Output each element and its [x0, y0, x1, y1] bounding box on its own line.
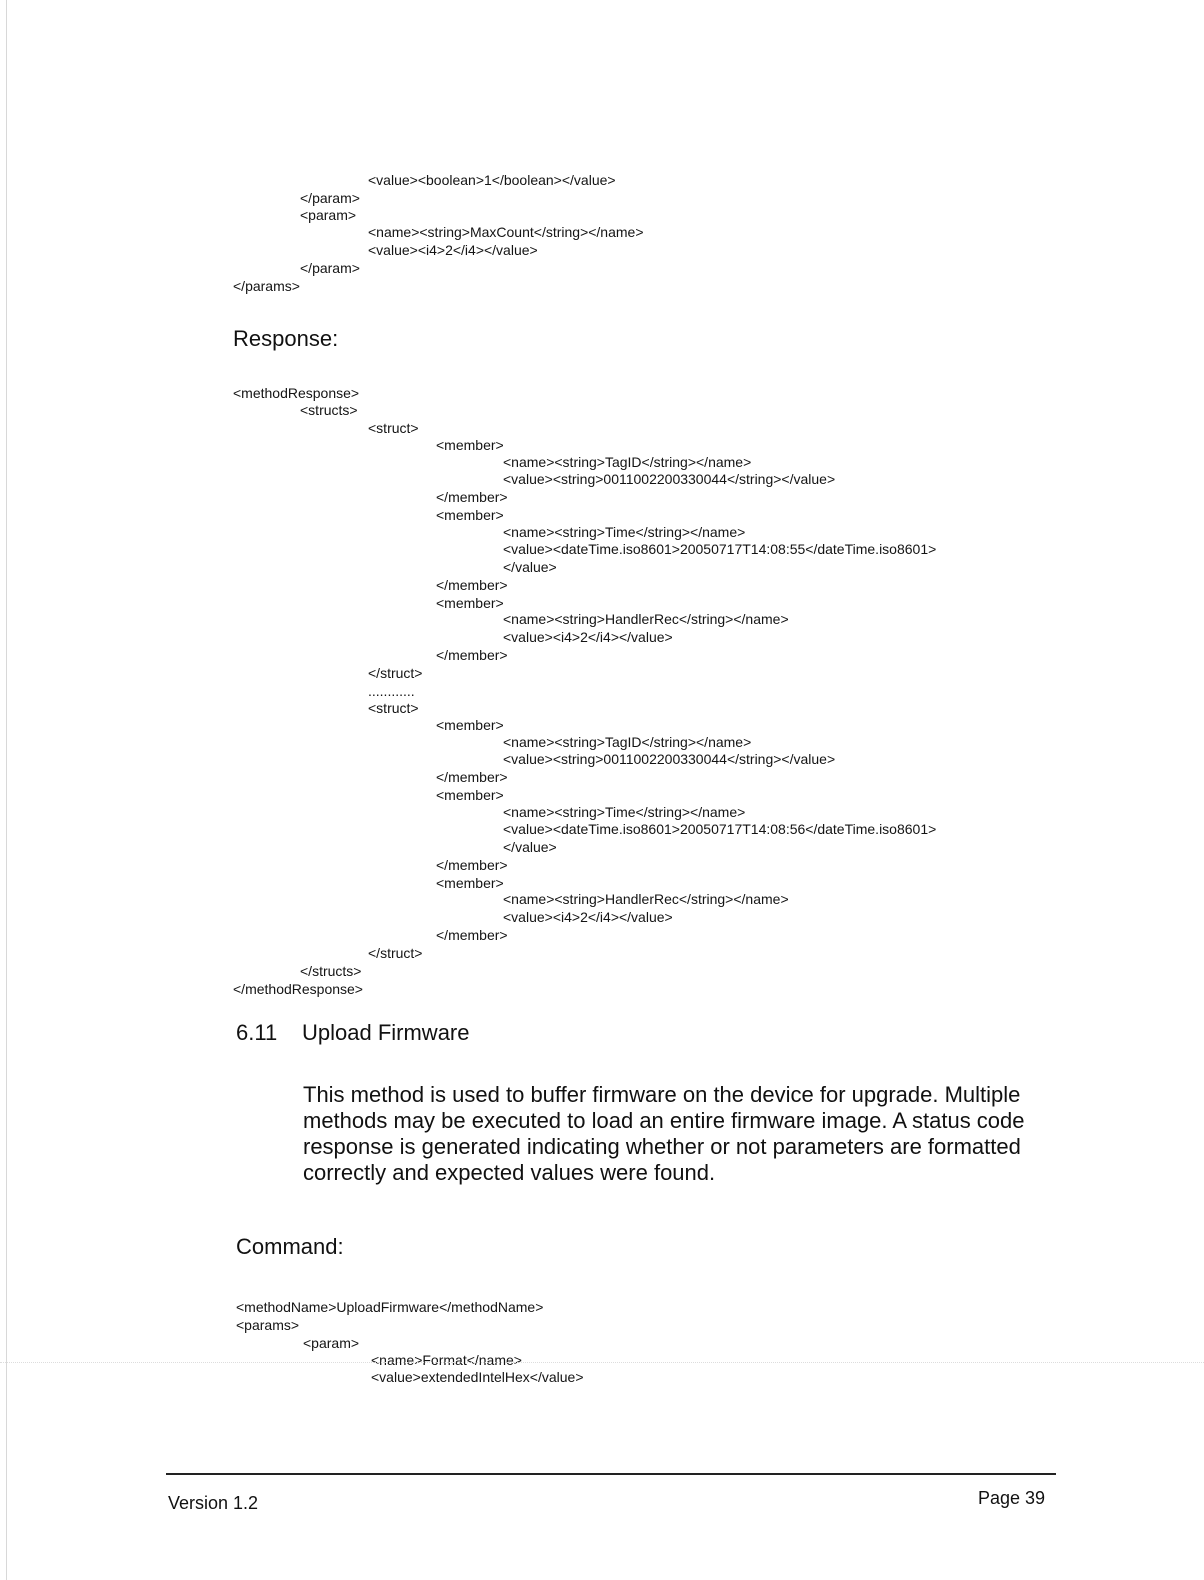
- code-line: <value><boolean>1</boolean></value>: [368, 172, 616, 188]
- code-line: <member>: [436, 595, 504, 611]
- code-line: <value><i4>2</i4></value>: [503, 909, 673, 925]
- code-line: </structs>: [300, 963, 362, 979]
- code-line: <struct>: [368, 700, 419, 716]
- code-line: <params>: [236, 1317, 300, 1333]
- code-line: <member>: [436, 717, 504, 733]
- code-line: <name><string>HandlerRec</string></name>: [503, 891, 789, 907]
- code-line: <param>: [303, 1335, 360, 1351]
- section-description: This method is used to buffer firmware on the device for upgrade. Multiple methods may be executed to load an entire firmware image. A status code response is generated indicating whether or not parameters are formatted correctly and expected values were found.: [303, 1082, 1025, 1185]
- code-line: </param>: [300, 190, 360, 206]
- code-line: </struct>: [368, 945, 423, 961]
- code-line: <name><string>TagID</string></name>: [503, 454, 752, 470]
- code-line: <methodName>UploadFirmware</methodName>: [236, 1299, 544, 1315]
- code-line: </member>: [436, 577, 508, 593]
- code-line: <name><string>MaxCount</string></name>: [368, 224, 644, 240]
- code-line: <value>extendedIntelHex</value>: [371, 1369, 584, 1385]
- code-line: <name><string>HandlerRec</string></name>: [503, 611, 789, 627]
- code-line: <member>: [436, 507, 504, 523]
- code-line: <struct>: [368, 420, 419, 436]
- code-line: </member>: [436, 857, 508, 873]
- code-line: <value><string>0011002200330044</string></value>: [503, 751, 836, 767]
- code-line: </member>: [436, 927, 508, 943]
- footer-divider: [166, 1473, 1056, 1475]
- code-line: </struct>: [368, 665, 423, 681]
- code-line: <value><dateTime.iso8601>20050717T14:08:56</dateTime.iso8601>: [503, 821, 937, 837]
- footer-page-number: Page 39: [978, 1488, 1046, 1508]
- code-line: </params>: [233, 278, 300, 294]
- code-line: <param>: [300, 207, 357, 223]
- code-line: </methodResponse>: [233, 981, 363, 997]
- command-heading: Command:: [236, 1234, 344, 1259]
- scan-artifact-line: [0, 1362, 1204, 1364]
- code-line: </member>: [436, 647, 508, 663]
- section-heading: [236, 1020, 470, 1046]
- code-line: <value><i4>2</i4></value>: [503, 629, 673, 645]
- code-line: </member>: [436, 769, 508, 785]
- code-line: <value><i4>2</i4></value>: [368, 242, 538, 258]
- section-title: Upload Firmware: [302, 1020, 470, 1045]
- footer-version: Version 1.2: [168, 1493, 259, 1513]
- code-line: ............: [368, 683, 415, 699]
- code-line: <name>Format</name>: [371, 1352, 522, 1368]
- code-line: <name><string>Time</string></name>: [503, 524, 746, 540]
- code-line: </value>: [503, 559, 557, 575]
- scan-edge: [6, 0, 7, 1580]
- code-line: <value><dateTime.iso8601>20050717T14:08:55</dateTime.iso8601>: [503, 541, 937, 557]
- code-line: <methodResponse>: [233, 385, 360, 401]
- code-line: <member>: [436, 787, 504, 803]
- section-number: 6.11: [236, 1020, 278, 1045]
- response-heading: Response:: [233, 326, 339, 351]
- code-line: </value>: [503, 839, 557, 855]
- code-line: <member>: [436, 875, 504, 891]
- code-line: </member>: [436, 489, 508, 505]
- code-line: <value><string>0011002200330044</string></value>: [503, 471, 836, 487]
- code-line: <structs>: [300, 402, 358, 418]
- code-line: </param>: [300, 260, 360, 276]
- code-line: <name><string>Time</string></name>: [503, 804, 746, 820]
- code-line: <member>: [436, 437, 504, 453]
- code-line: <name><string>TagID</string></name>: [503, 734, 752, 750]
